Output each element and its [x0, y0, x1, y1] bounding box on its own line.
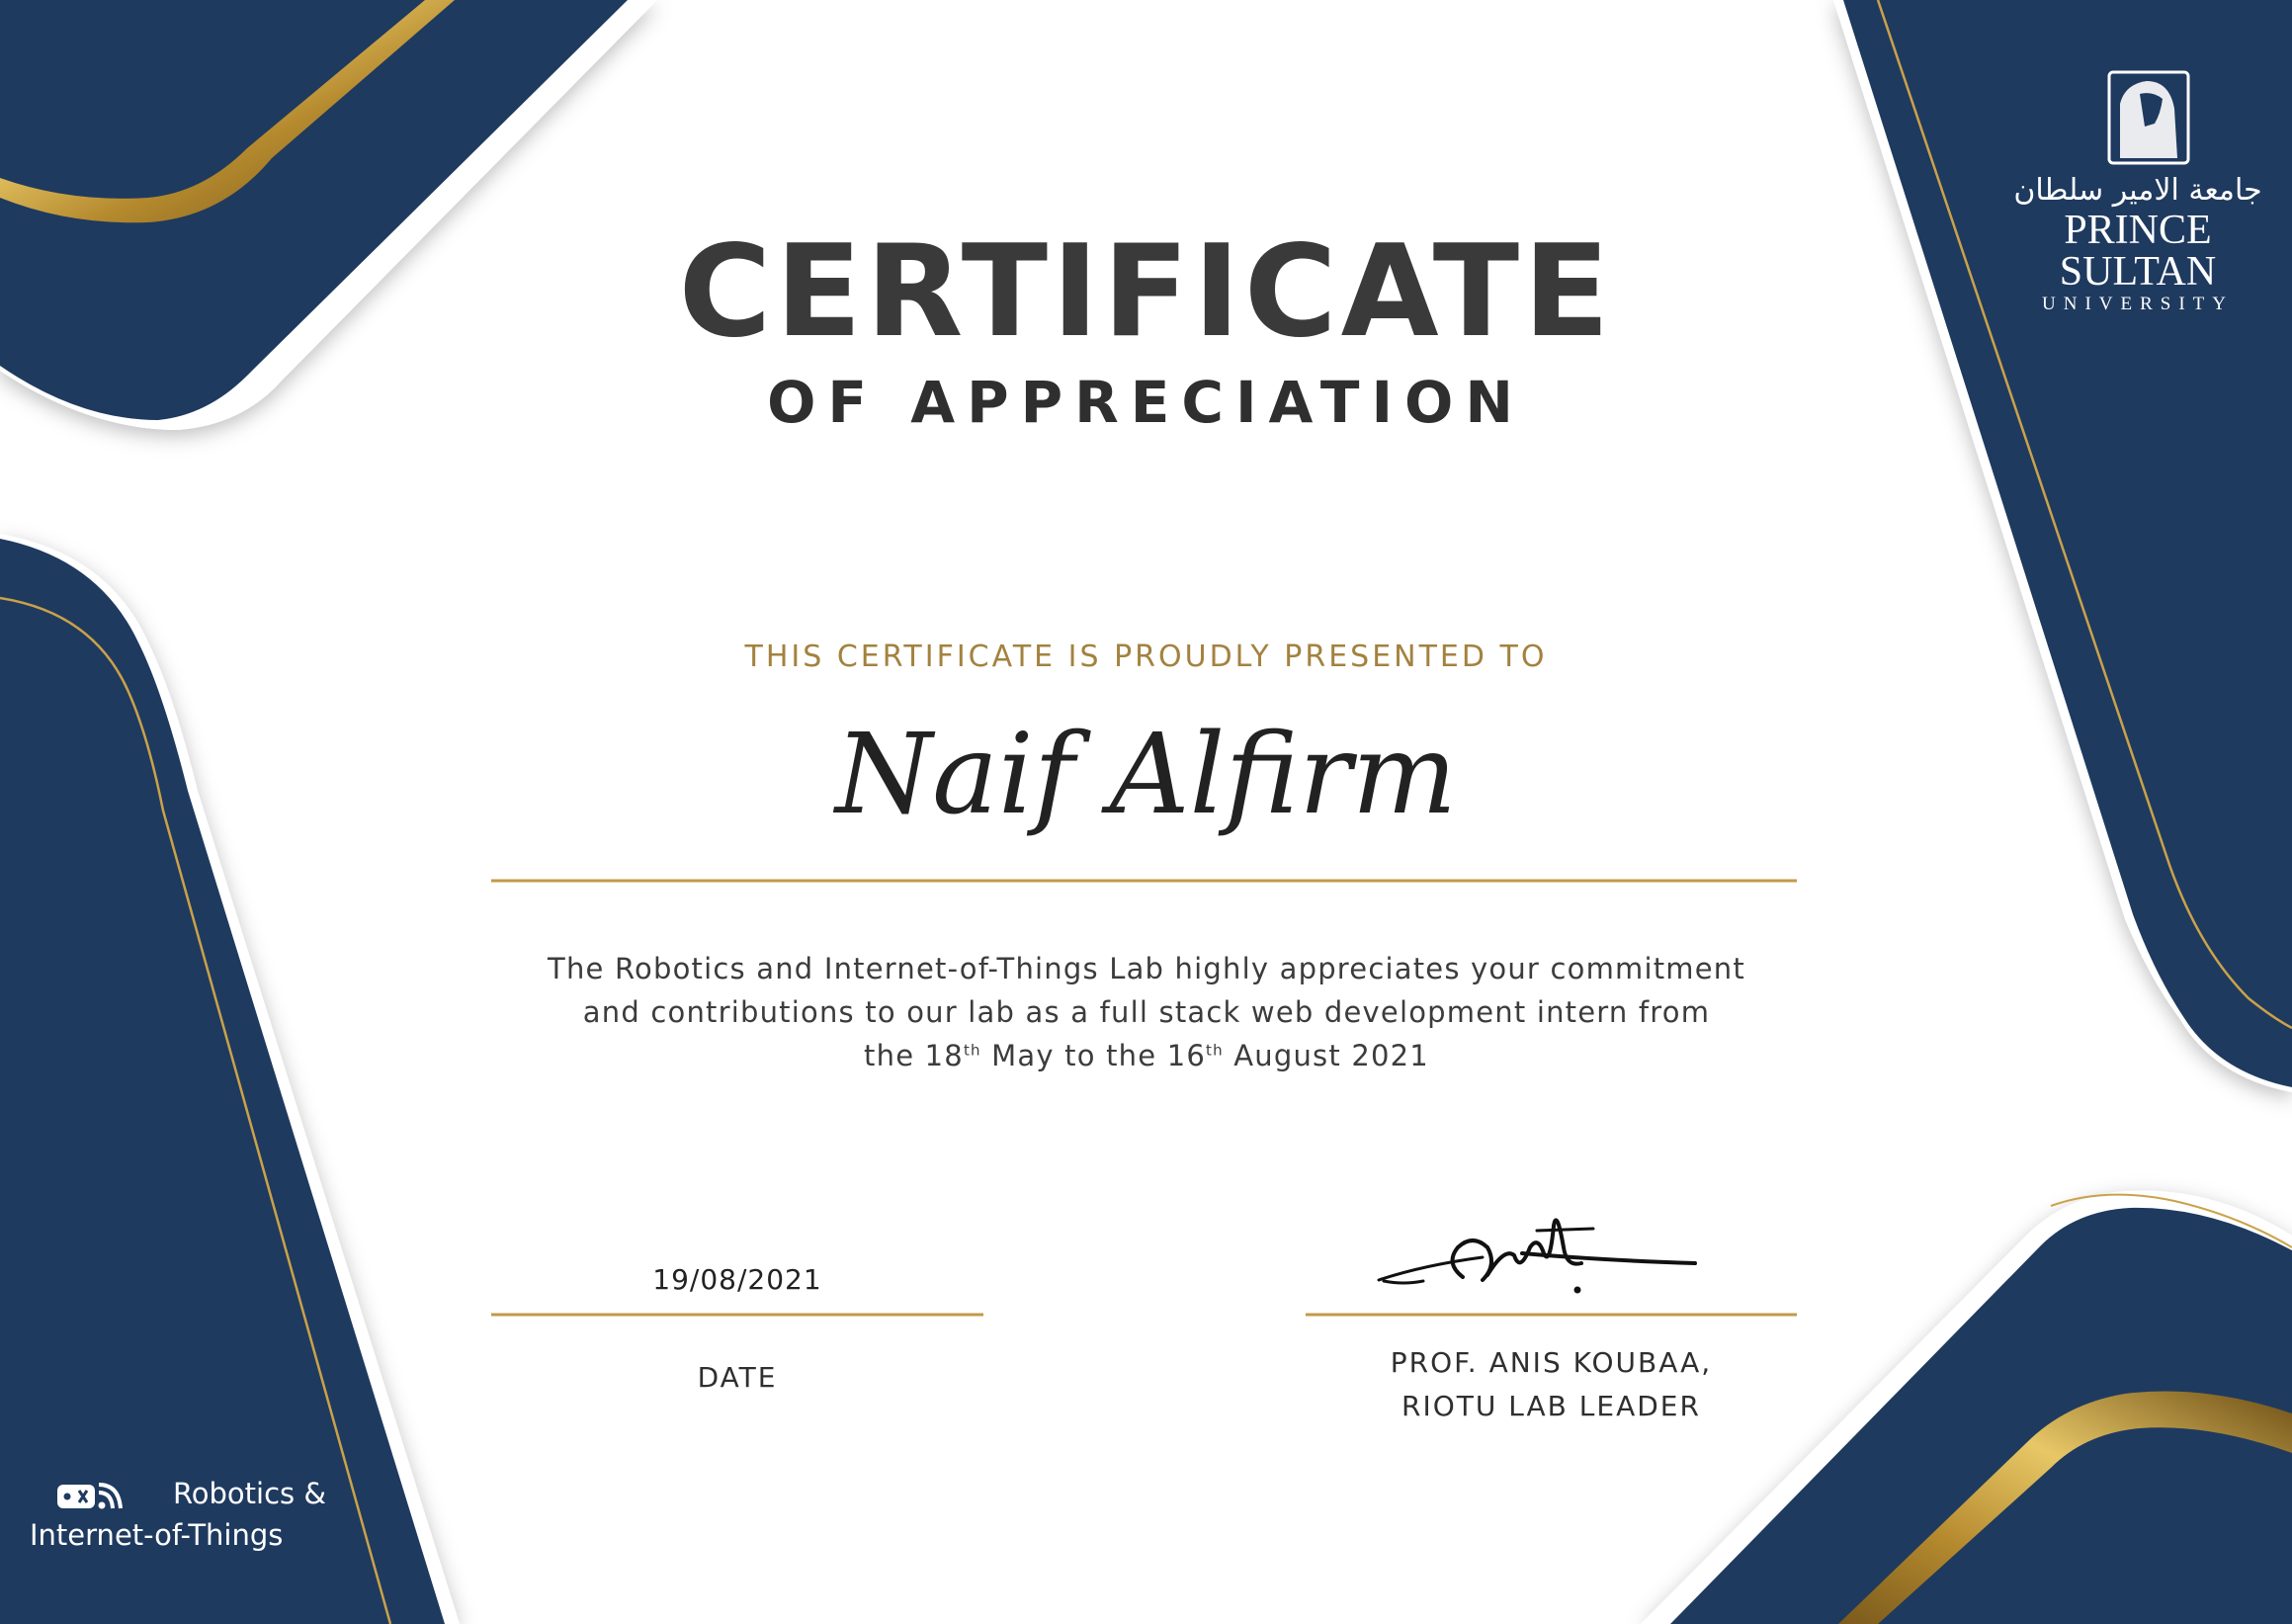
appreciation-text: [514, 947, 1779, 1077]
lab-logo-line-1: Robotics &: [172, 1477, 326, 1510]
body-line-1: The Robotics and Internet-of-Things Lab highly appreciates your commitment: [548, 952, 1745, 985]
body-line-3: [514, 1034, 1779, 1077]
recipient-name: Naif Alfirm: [835, 711, 1457, 839]
certificate-subtitle: OF APPRECIATION: [767, 369, 1525, 436]
date-label: DATE: [697, 1361, 778, 1394]
university-name-arabic: جامعة الامير سلطان: [2013, 173, 2262, 208]
signature: [1379, 1220, 1695, 1293]
body-line-3c: August 2021: [1223, 1039, 1429, 1072]
body-line-3a: the 18: [864, 1039, 964, 1072]
body-line-2: and contributions to our lab as a full stack web development intern from: [582, 995, 1711, 1029]
seal-spacer: [2004, 69, 2271, 168]
presented-to-heading: THIS CERTIFICATE IS PROUDLY PRESENTED TO: [744, 640, 1548, 674]
university-subtitle: UNIVERSITY: [2042, 294, 2234, 314]
date-value: 19/08/2021: [652, 1263, 822, 1296]
signer-title: RIOTU LAB LEADER: [1401, 1390, 1701, 1422]
top-left-corner-shape: [0, 0, 657, 430]
signer-name: PROF. ANIS KOUBAA,: [1390, 1346, 1713, 1379]
certificate-title: CERTIFICATE: [678, 218, 1614, 366]
university-name: PRINCE SULTAN: [2059, 208, 2217, 295]
bottom-left-corner-shape: [0, 534, 460, 1624]
ordinal-suffix-1: th: [963, 1041, 981, 1060]
lab-logo: [30, 1473, 346, 1556]
university-logo: [2004, 69, 2271, 313]
lab-logo-line-2: Internet-of-Things: [30, 1518, 284, 1552]
signer-block: [1306, 1341, 1797, 1428]
ordinal-suffix-2: th: [1206, 1041, 1224, 1060]
body-line-3b: May to the 16: [980, 1039, 1206, 1072]
